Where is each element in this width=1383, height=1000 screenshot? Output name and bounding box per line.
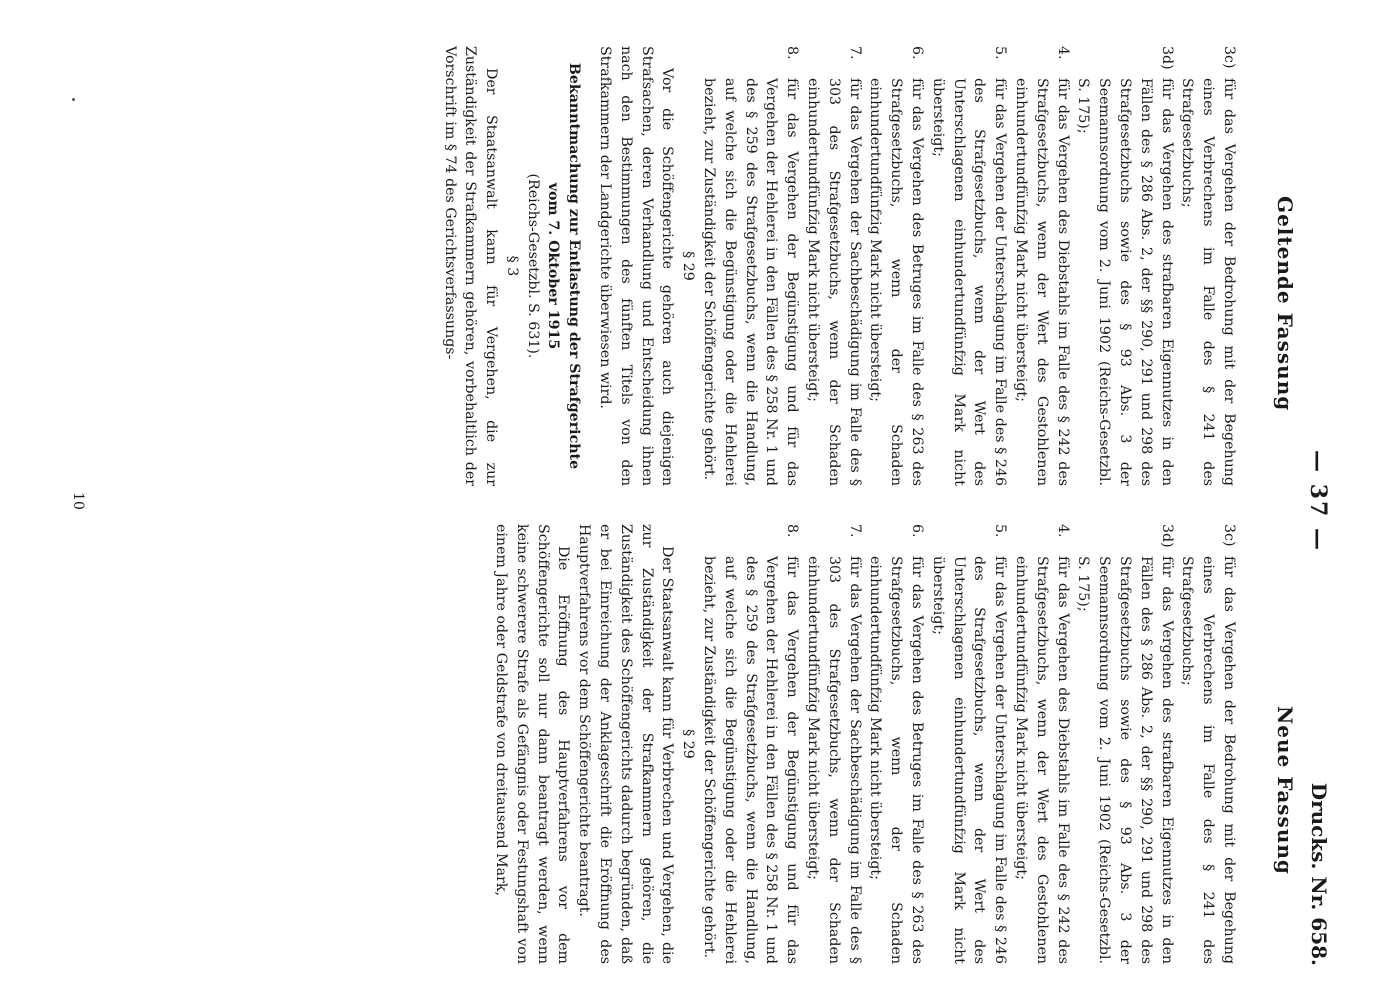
section-heading: § 29 xyxy=(680,729,697,759)
list-item xyxy=(1010,46,1072,486)
list-item xyxy=(927,524,1010,964)
item-text: für das Vergehen des strafbaren Eigennutzes in den Fällen des § 286 Abs. 2, der §§ 290, 291 und 298 des Strafgesetzbuchs sowie des § 93 Abs. 3 der Seemannsordnung vom 2. Juni 1902 (Reichs-Gesetzbl. S. 175); xyxy=(1075,556,1175,964)
item-number: 3c) xyxy=(1221,524,1237,547)
list-item xyxy=(1177,46,1239,486)
item-number: 5. xyxy=(992,524,1009,538)
list-item xyxy=(1177,524,1239,964)
item-text: für das Vergehen des Diebstahls im Falle des § 242 des Strafgesetzbuchs, wenn der Wert des Gestohlenen einhundertundfünfzig Mark nicht übersteigt; xyxy=(1013,556,1071,964)
item-number: 6. xyxy=(909,524,926,538)
item-text: für das Vergehen der Begünstigung und für das Vergehen der Hehlerei in den Fällen des § 258 Nr. 1 und des § 259 des Strafgesetzbuchs, wenn die Handlung, auf welche sich die Begünstigung oder die Hehlerei bezieht, zur Zuständigkeit der Schöffengerichte gehört. xyxy=(701,78,801,486)
document-body xyxy=(31,16,1331,986)
right-column xyxy=(490,524,1239,964)
page-index: 10 xyxy=(70,492,86,510)
item-number: 5. xyxy=(992,46,1009,60)
right-column-title: Neue Fassung xyxy=(1273,706,1297,875)
section-paragraph: Der Staatsanwalt kann für Verbrechen und Vergehen, die zur Zuständigkeit der Strafkammern gehören, die Zuständigkeit des Schöffengerichts dadurch begründen, daß er bei Einreichung der Anklageschrift die Eröffnung des Hauptverfahrens vor dem Schöffengerichte beantragt. xyxy=(576,524,676,964)
list-item xyxy=(865,524,927,964)
item-text: für das Vergehen der Unterschlagung im Falle des § 246 des Strafgesetzbuchs, wenn der Wert des Unterschlagenen einhundertundfünfzig Mark nicht übersteigt; xyxy=(929,556,1009,964)
item-text: für das Vergehen des Diebstahls im Falle des § 242 des Strafgesetzbuchs, wenn der Wert des Gestohlenen einhundertundfünfzig Mark nicht übersteigt; xyxy=(1013,78,1071,486)
list-item xyxy=(698,46,802,486)
section-heading: § 3 xyxy=(503,255,520,277)
list-item xyxy=(802,46,864,486)
drucksache-number: Drucks. Nr. 658. xyxy=(1307,782,1331,966)
item-text: für das Vergehen der Sachbeschädigung im Falle des § 303 des Strafgesetzbuchs, wenn der Schaden einhundertundfünfzig Mark nicht übersteigt; xyxy=(805,78,863,486)
list-item xyxy=(1010,524,1072,964)
list-item xyxy=(1073,524,1177,964)
item-number: 3d) xyxy=(1158,524,1175,548)
item-text: für das Vergehen des strafbaren Eigennutzes in den Fällen des § 286 Abs. 2, der §§ 290, 291 und 298 des Strafgesetzbuchs sowie des § 93 Abs. 3 der Seemannsordnung vom 2. Juni 1902 (Reichs-Gesetzbl. S. 175); xyxy=(1075,78,1175,486)
item-text: für das Vergehen der Bedrohung mit der Begehung eines Verbrechens im Falle des § 241 des Strafgesetzbuchs; xyxy=(1179,556,1237,964)
section-paragraph: Der Staatsanwalt kann für Vergehen, die zur Zuständigkeit der Strafkammern gehören, vorbehaltlich der Vorschrift im § 74 des Gerichtsverfassungs- xyxy=(441,46,500,486)
announcement-reference: (Reichs-Gesetzbl. S. 631). xyxy=(524,173,541,359)
item-number: 3c) xyxy=(1221,46,1237,69)
item-text: für das Vergehen des Betruges im Falle des § 263 des Strafgesetzbuchs, wenn der Schaden einhundertundfünfzig Mark nicht übersteigt; xyxy=(867,556,926,964)
list-item xyxy=(927,46,1010,486)
item-number: 7. xyxy=(846,524,863,538)
item-text: für das Vergehen der Unterschlagung im Falle des § 246 des Strafgesetzbuchs, wenn der Wert des Unterschlagenen einhundertundfünfzig Mark nicht übersteigt; xyxy=(929,78,1009,486)
list-item xyxy=(698,524,802,964)
item-number: 4. xyxy=(1054,46,1071,60)
item-number: 4. xyxy=(1054,524,1071,538)
item-number: 8. xyxy=(784,524,801,538)
left-column-title: Geltende Fassung xyxy=(1273,196,1297,412)
section-paragraph: Vor die Schöffengerichte gehören auch diejenigen Strafsachen, deren Verhandlung und Entscheidung ihnen nach den Bestimmungen des fünften Titels von den Strafkammern der Landgerichte überwiesen wird. xyxy=(597,46,676,486)
section-paragraph: Die Eröffnung des Hauptverfahrens vor dem Schöffengerichte soll nur dann beantragt werden, wenn keine schwerere Strafe als Gefängnis oder Festungshaft von einem Jahre oder Geldstrafe von dreitausend Mark, xyxy=(493,524,572,964)
item-text: für das Vergehen des Betruges im Falle des § 263 des Strafgesetzbuchs, wenn der Schaden einhundertundfünfzig Mark nicht übersteigt; xyxy=(867,78,926,486)
item-number: 6. xyxy=(909,46,926,60)
page-number: — 37 — xyxy=(1305,450,1331,552)
list-item xyxy=(802,524,864,964)
item-number: 7. xyxy=(846,46,863,60)
list-item xyxy=(865,46,927,486)
item-text: für das Vergehen der Begünstigung und für das Vergehen der Hehlerei in den Fällen des § 258 Nr. 1 und des § 259 des Strafgesetzbuchs, wenn die Handlung, auf welche sich die Begünstigung oder die Hehlerei bezieht, zur Zuständigkeit der Schöffengerichte gehört. xyxy=(701,556,801,964)
item-text: für das Vergehen der Bedrohung mit der Begehung eines Verbrechens im Falle des § 241 des Strafgesetzbuchs; xyxy=(1179,78,1237,486)
item-number: 3d) xyxy=(1158,46,1175,70)
page-header xyxy=(1261,16,1331,986)
left-column xyxy=(439,46,1239,486)
item-number: 8. xyxy=(784,46,801,60)
list-item xyxy=(1073,46,1177,486)
section-heading: § 29 xyxy=(680,251,697,281)
announcement-title: Bekanntmachung zur Entlastung der Strafgerichte vom 7. Oktober 1915 xyxy=(545,62,583,470)
item-text: für das Vergehen der Sachbeschädigung im Falle des § 303 des Strafgesetzbuchs, wenn der Schaden einhundertundfünfzig Mark nicht übersteigt; xyxy=(805,556,863,964)
